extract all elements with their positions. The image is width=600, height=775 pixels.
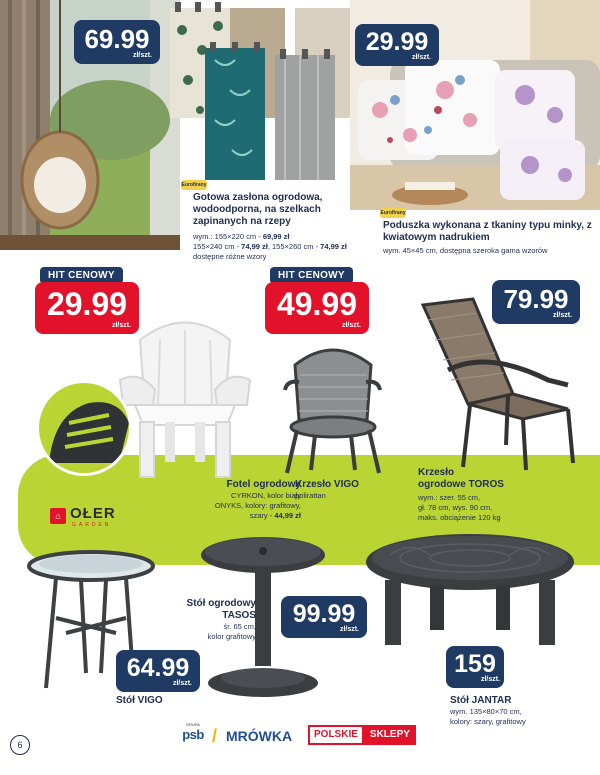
hit-cenowy-badge: HIT CENOWY (40, 267, 123, 284)
jantar-table-image (360, 530, 580, 650)
pillow-info (383, 220, 598, 256)
psb-small: GRUPA (186, 722, 200, 727)
product-desc: wym. 45×45 cm, dostępna szeroka gama wzorów (383, 246, 548, 255)
desc-text: kolory: szary, grafitowy (450, 717, 526, 727)
vigo-chair-info (295, 479, 395, 501)
curtain-info (193, 192, 363, 262)
hit-cenowy-badge: HIT CENOWY (270, 267, 353, 284)
sklepy-label: SKLEPY (364, 725, 416, 745)
page-number-text: 6 (17, 740, 23, 750)
desc-text: śr. 65 cm, (223, 622, 256, 631)
price-unit: zł/szt. (341, 322, 361, 329)
desc-text: CYRKON, kolor biały (230, 491, 301, 500)
product-desc (193, 232, 363, 262)
product-title: Poduszka wykonana z tkaniny typu minky, z kwiatowym nadrukiem (383, 220, 592, 243)
armchair-white-image (110, 310, 260, 480)
mrowka-label: MRÓWKA (226, 728, 293, 744)
desc-text: wym. 135×80×70 cm, (450, 707, 522, 716)
jantar-table-info (450, 695, 580, 727)
toros-chair-info (418, 467, 548, 523)
product-desc: polirattan (295, 491, 326, 500)
desc-text: gł. 78 cm, wys. 90 cm, (418, 503, 493, 513)
price-tag-pillow (355, 24, 439, 66)
price-unit: zł/szt. (111, 322, 131, 329)
mrowka-icon: / (212, 726, 218, 746)
price-value: 69.99 (84, 24, 150, 54)
polskie-sklepy-logo (308, 725, 416, 745)
price-unit: zł/szt. (480, 676, 500, 683)
desc-price: 69,99 zł (262, 232, 290, 241)
vigo-chair-image (275, 335, 390, 475)
price-unit: zł/szt. (172, 680, 192, 687)
desc-text: ONYKS, kolory: grafitowy, (214, 501, 301, 511)
desc-text: maks. obciążenie 120 kg (418, 513, 501, 523)
oler-sub: GARDEN (72, 522, 112, 528)
price-unit: zł/szt. (552, 312, 572, 319)
product-title: Gotowa zasłona ogrodowa, wodoodporna, na szelkach zapinanych na rzepy (193, 192, 323, 227)
price-value: 99.99 (292, 600, 356, 628)
price-tag-jantar (446, 646, 504, 688)
toros-chair-image (408, 295, 583, 475)
price-tag-tasos (281, 596, 367, 638)
oler-logo (50, 505, 120, 529)
price-unit: zł/szt. (132, 52, 152, 59)
oler-name: OŁER (70, 505, 116, 522)
desc-text: 155×240 cm - (193, 242, 242, 252)
price-value: 159 (454, 650, 496, 678)
product-desc (450, 707, 580, 727)
eurofirany-badge (380, 208, 406, 218)
curtain-swatches (170, 0, 350, 185)
desc-text: dostępne różne wzory (193, 252, 267, 262)
psb-logo (180, 722, 206, 748)
price-value: 64.99 (126, 654, 190, 682)
badge-text: Eurofirany (380, 210, 406, 216)
product-desc (418, 493, 548, 523)
product-title: Fotel ogrodowy (226, 479, 301, 490)
desc-price: 44,99 zł (274, 511, 301, 521)
product-title: Krzesło VIGO (295, 479, 359, 490)
product-title: Stół ogrodowy (186, 598, 256, 609)
price-tag-curtain (74, 20, 160, 64)
product-desc (170, 622, 256, 642)
polskie-label: POLSKIE (308, 725, 364, 745)
vigo-table-title: Stół VIGO (116, 695, 163, 706)
desc-text: wym.: szer. 55 cm, (418, 493, 481, 502)
badge-text: Eurofirany (181, 182, 207, 188)
price-unit: zł/szt. (339, 626, 359, 633)
page-number (10, 735, 30, 755)
desc-text: , 155×260 cm - (267, 242, 321, 252)
price-value: 29.99 (365, 28, 429, 56)
price-tag-vigo-chair (265, 282, 369, 334)
price-value: 49.99 (276, 286, 358, 322)
desc-price: 74,99 zł (320, 242, 347, 252)
mrowka-logo (212, 726, 302, 748)
price-value: 79.99 (503, 284, 569, 314)
armchair-info (181, 479, 301, 521)
desc-text: szary - (249, 511, 275, 521)
eurofirany-badge (181, 180, 207, 190)
tasos-table-info (170, 598, 256, 642)
product-title: TASOS (222, 610, 256, 621)
price-tag-vigo-table (116, 650, 200, 692)
oler-icon: ⌂ (50, 508, 66, 524)
desc-text: kolor grafitowy (207, 632, 256, 642)
price-unit: zł/szt. (411, 54, 431, 61)
desc-text: wym.: 155×220 cm - (193, 232, 263, 241)
armchair-graphite-inset (36, 380, 132, 476)
psb-label: psb (182, 727, 204, 742)
product-title: Stół JANTAR (450, 695, 512, 706)
price-value: 29.99 (46, 286, 128, 322)
desc-price: 74,99 zł (241, 242, 268, 252)
product-desc (181, 491, 301, 521)
product-title: Krzesło (418, 467, 455, 478)
product-title: ogrodowe TOROS (418, 479, 504, 490)
